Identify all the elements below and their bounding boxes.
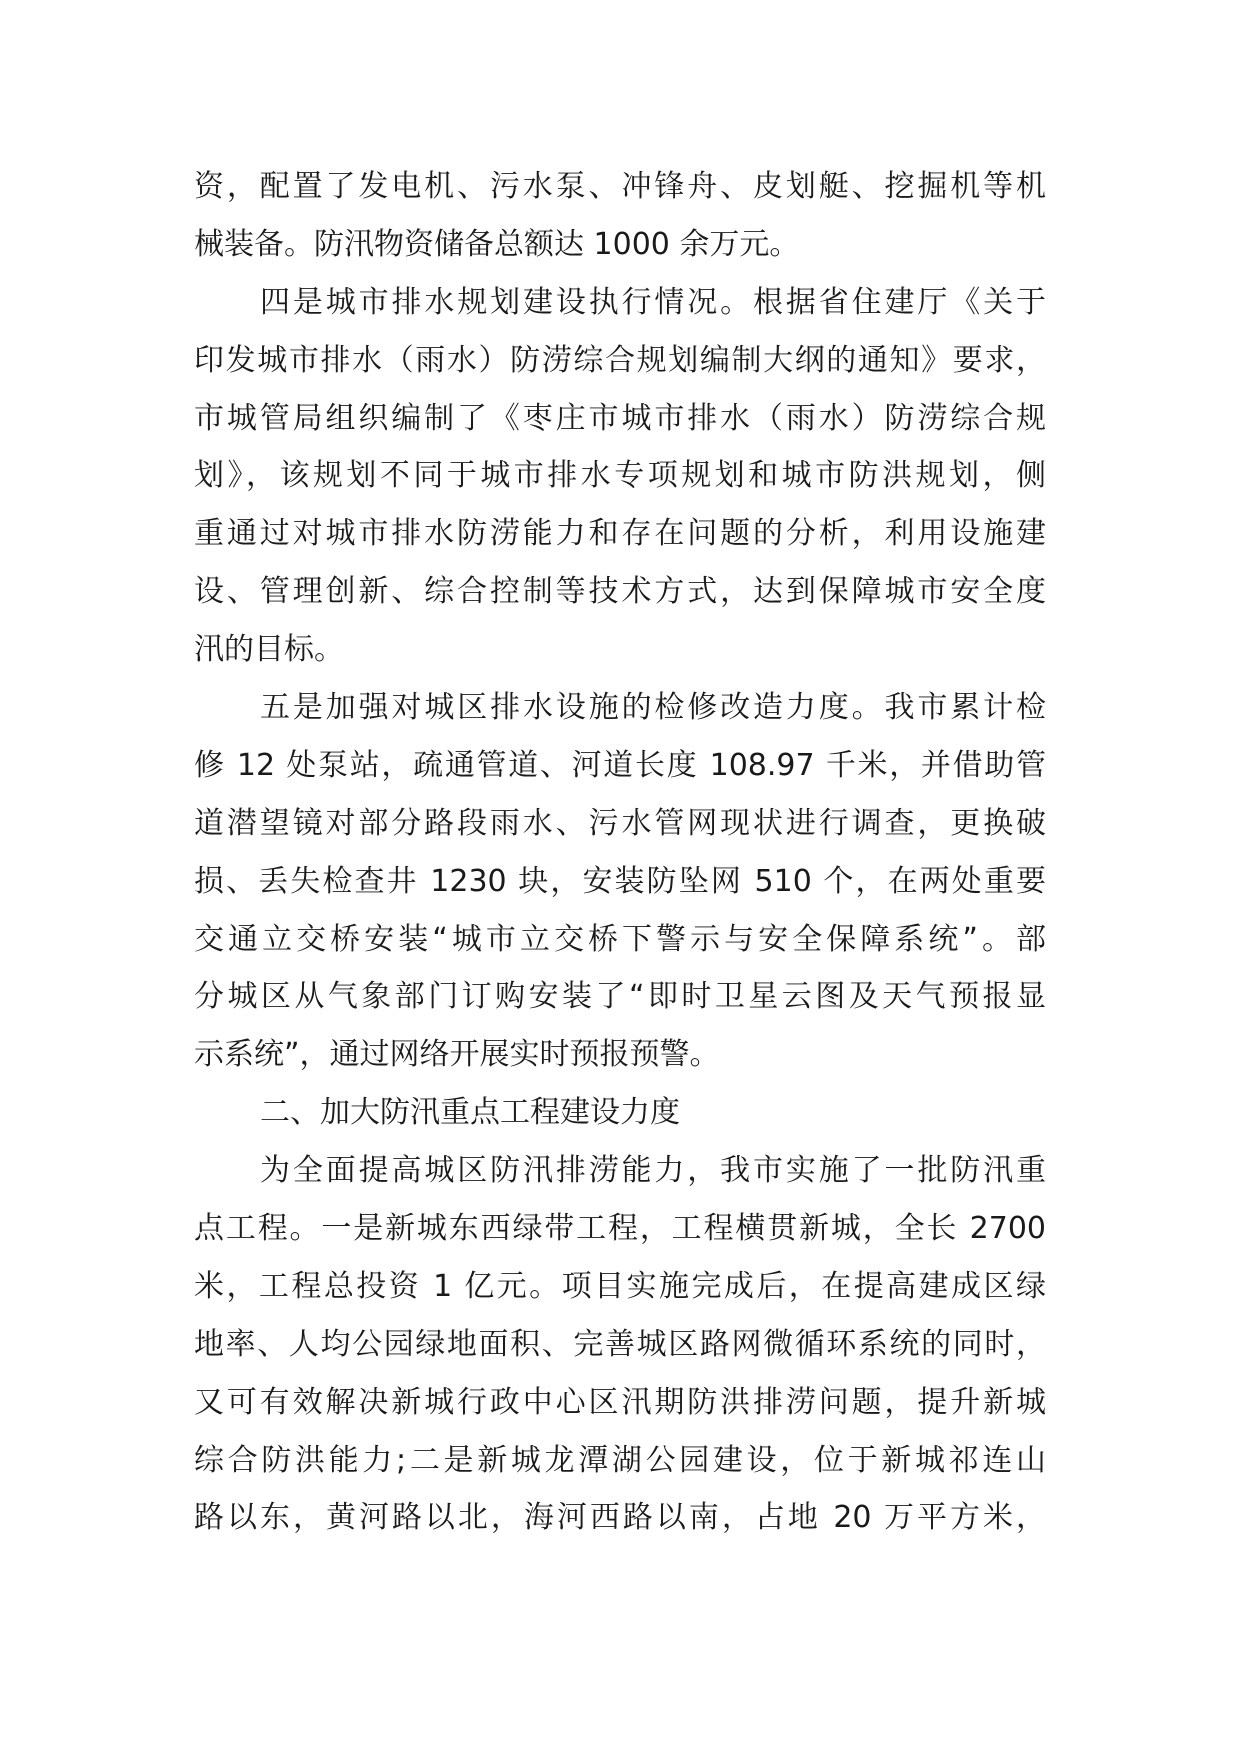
text-line: 划》，该规划不同于城市排水专项规划和城市防洪规划，侧 (194, 458, 1046, 494)
body-text (194, 158, 1046, 1547)
text-line: 点工程。一是新城东西绿带工程，工程横贯新城，全长 2700 (194, 1211, 1046, 1247)
text-line: 分城区从气象部门订购安装了“即时卫星云图及天气预报显 (194, 979, 1046, 1015)
section-heading: 二、加大防汛重点工程建设力度 (260, 1095, 680, 1131)
text-line: 又可有效解决新城行政中心区汛期防洪排涝问题，提升新城 (194, 1384, 1046, 1420)
text-line: 为全面提高城区防汛排涝能力，我市实施了一批防汛重 (260, 1153, 1046, 1189)
text-line: 设、管理创新、综合控制等技术方式，达到保障城市安全度 (194, 574, 1046, 610)
text-line: 械装备。防汛物资储备总额达 1000 余万元。 (194, 226, 800, 262)
text-line: 印发城市排水（雨水）防涝综合规划编制大纲的通知》要求， (194, 342, 1046, 378)
text-line: 道潜望镜对部分路段雨水、污水管网现状进行调查，更换破 (194, 805, 1046, 841)
text-line: 损、丢失检查井 1230 块，安装防坠网 510 个，在两处重要 (194, 863, 1046, 899)
text-line: 汛的目标。 (194, 632, 344, 668)
text-line: 五是加强对城区排水设施的检修改造力度。我市累计检 (260, 690, 1046, 726)
text-line: 交通立交桥安装“城市立交桥下警示与安全保障系统”。部 (194, 921, 1046, 957)
text-line: 四是城市排水规划建设执行情况。根据省住建厅《关于 (260, 284, 1046, 320)
text-line: 市城管局组织编制了《枣庄市城市排水（雨水）防涝综合规 (194, 400, 1046, 436)
text-line: 米，工程总投资 1 亿元。项目实施完成后，在提高建成区绿 (194, 1268, 1046, 1304)
text-line: 地率、人均公园绿地面积、完善城区路网微循环系统的同时， (194, 1326, 1046, 1362)
text-line: 修 12 处泵站，疏通管道、河道长度 108.97 千米，并借助管 (194, 747, 1046, 783)
text-line: 综合防洪能力;二是新城龙潭湖公园建设，位于新城祁连山 (194, 1442, 1046, 1478)
text-line: 重通过对城市排水防涝能力和存在问题的分析，利用设施建 (194, 516, 1046, 552)
text-line: 资，配置了发电机、污水泵、冲锋舟、皮划艇、挖掘机等机 (194, 169, 1046, 204)
text-line: 示系统”，通过网络开展实时预报预警。 (194, 1037, 720, 1073)
text-line: 路以东，黄河路以北，海河西路以南，占地 20 万平方米， (194, 1500, 1046, 1536)
